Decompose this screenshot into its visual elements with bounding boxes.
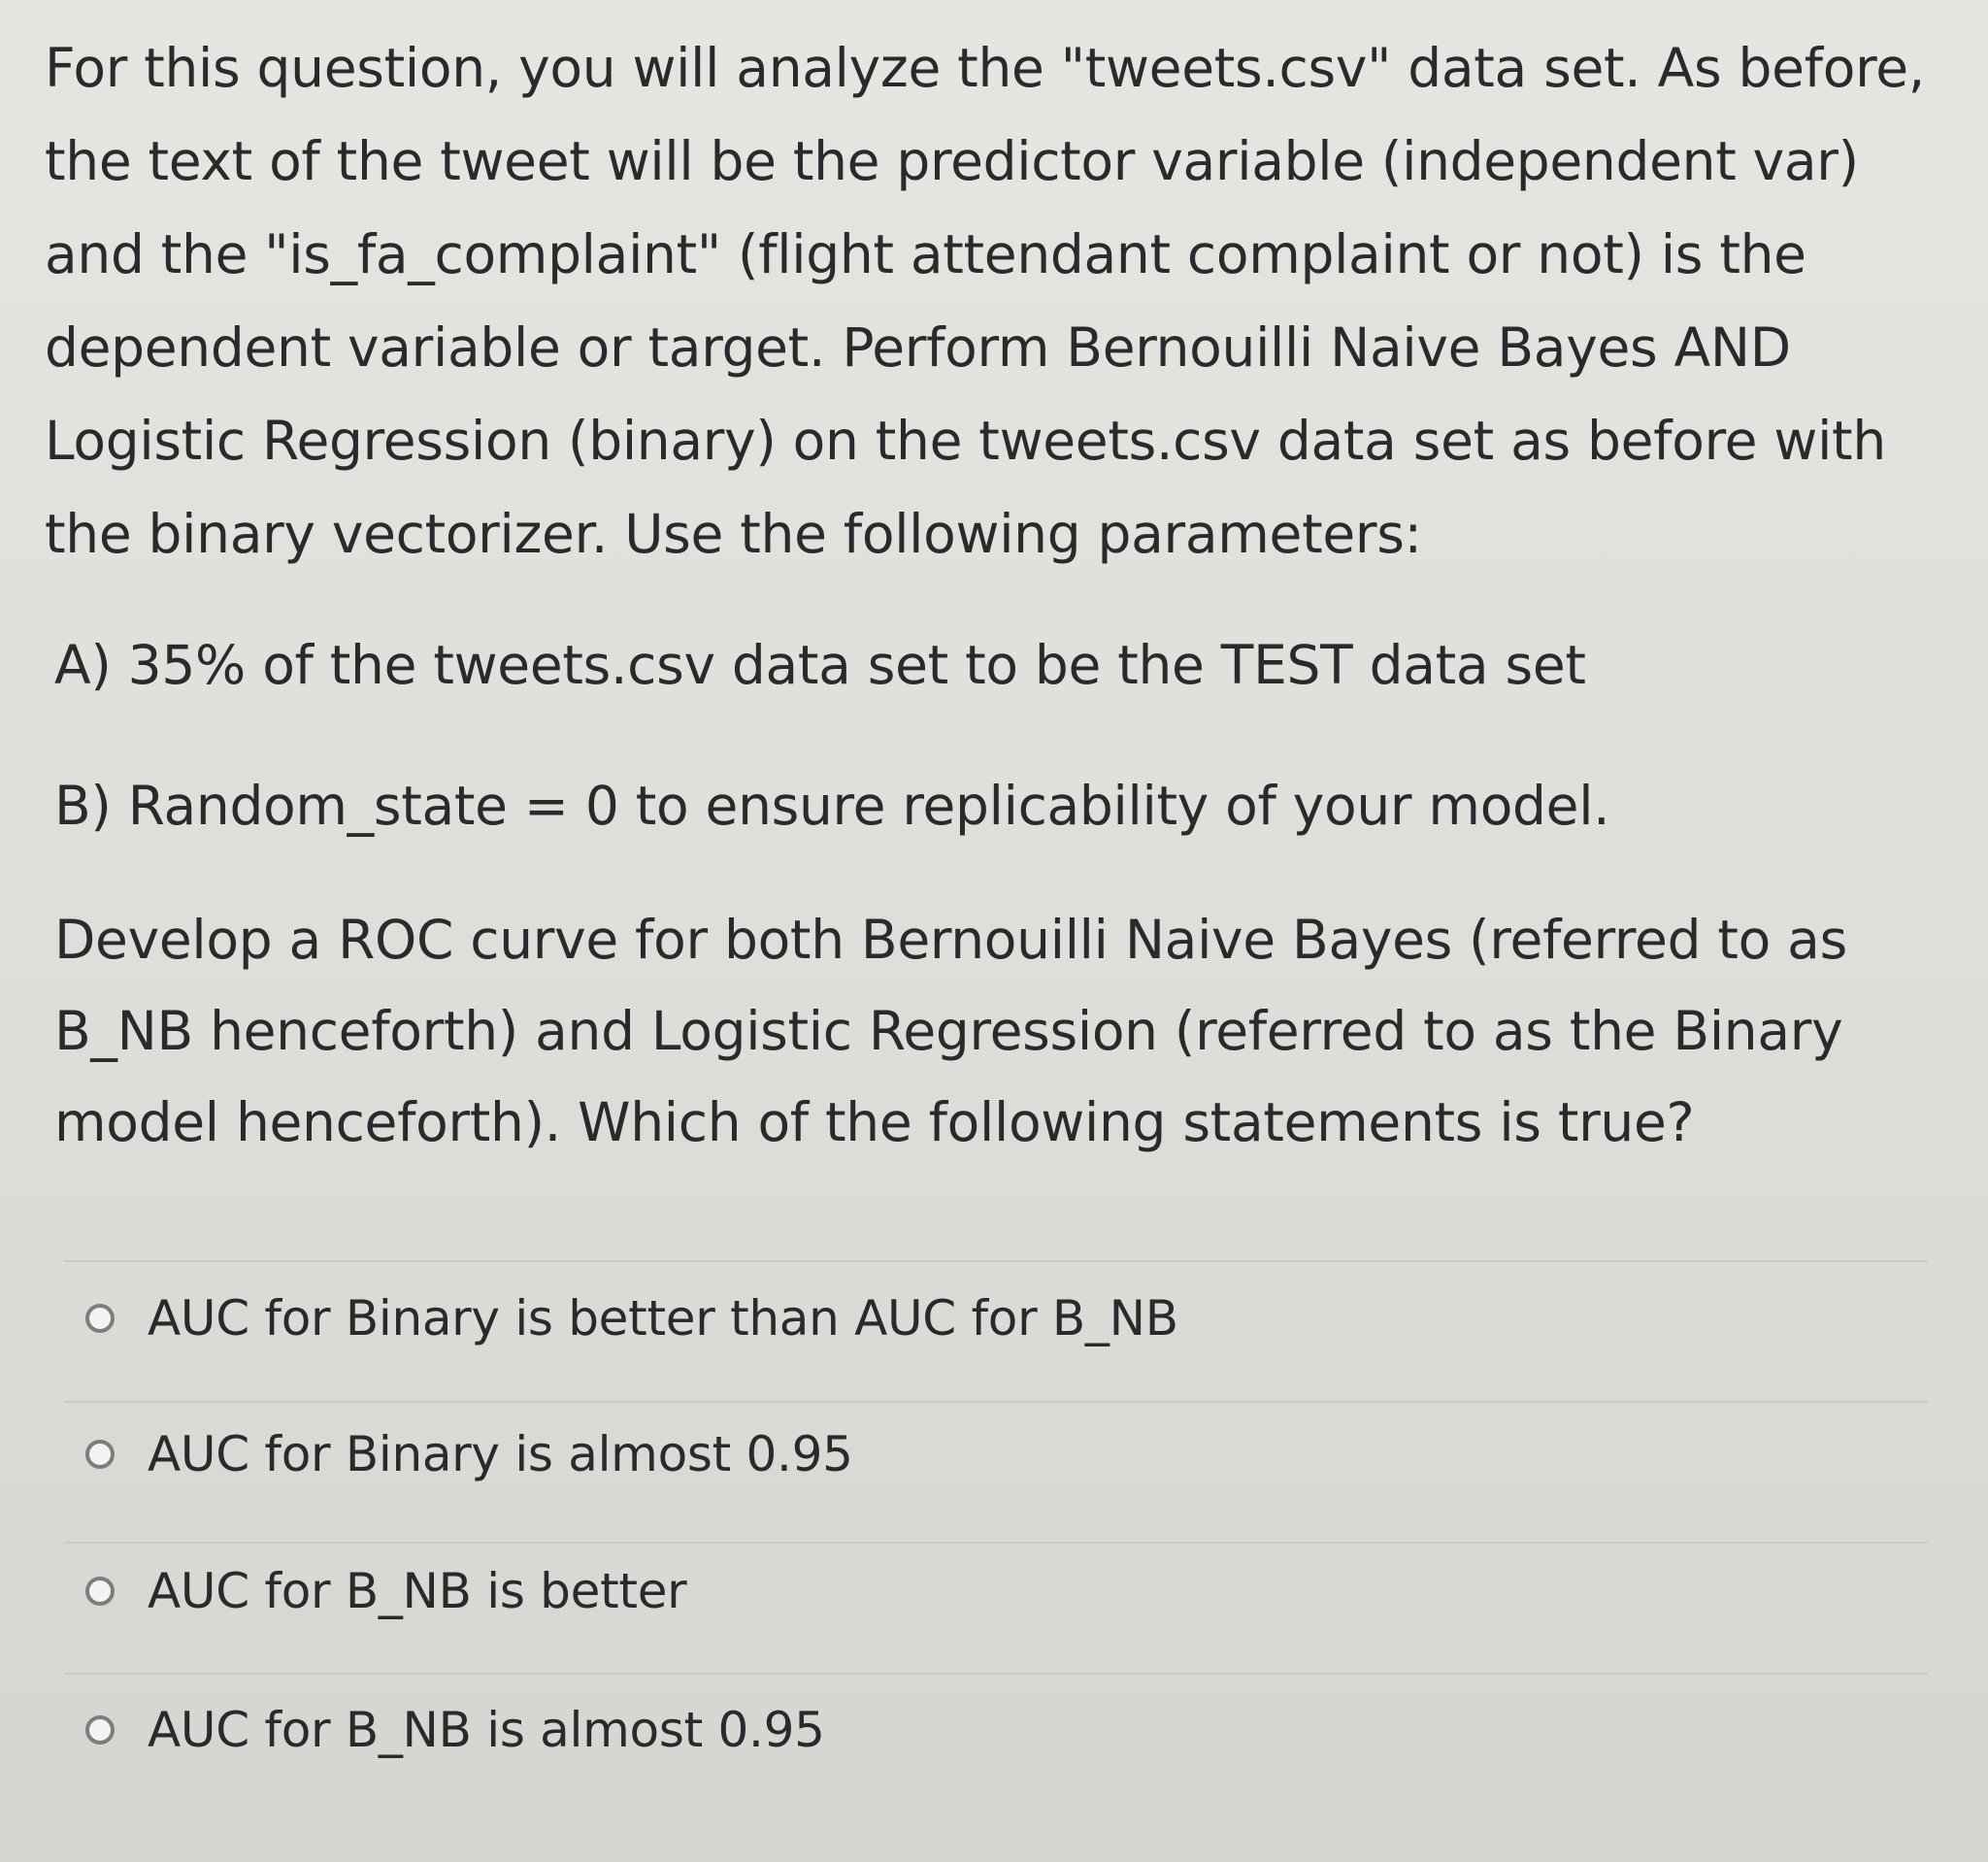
divider — [64, 1542, 1928, 1544]
question-line: For this question, you will analyze the "tweets.csv" data set. As before, — [45, 37, 1925, 99]
answer-option-2[interactable] — [85, 1415, 853, 1493]
answer-option-label: AUC for Binary is almost 0.95 — [148, 1426, 853, 1482]
question-prompt — [45, 21, 1976, 581]
divider — [64, 1401, 1928, 1403]
answer-option-label: AUC for B_NB is almost 0.95 — [148, 1702, 825, 1758]
radio-button-icon[interactable] — [85, 1440, 115, 1469]
answer-option-label: AUC for Binary is better than AUC for B_NB — [148, 1290, 1178, 1347]
radio-button-icon[interactable] — [85, 1304, 115, 1333]
answer-option-4[interactable] — [85, 1691, 825, 1769]
question-line: Logistic Regression (binary) on the tweets.csv data set as before with — [45, 410, 1886, 472]
question-line: and the "is_fa_complaint" (flight attendant complaint or not) is the — [45, 223, 1806, 285]
task-line: Develop a ROC curve for both Bernouilli Naive Bayes (referred to as — [54, 909, 1847, 971]
question-line: dependent variable or target. Perform Bernouilli Naive Bayes AND — [45, 316, 1791, 379]
radio-button-icon[interactable] — [85, 1577, 115, 1606]
answer-option-3[interactable] — [85, 1552, 686, 1630]
answer-option-1[interactable] — [85, 1280, 1178, 1357]
parameter-b: B) Random_state = 0 to ensure replicability of your model. — [54, 775, 1610, 837]
parameter-a: A) 35% of the tweets.csv data set to be the TEST data set — [54, 634, 1586, 696]
task-line: model henceforth). Which of the following statements is true? — [54, 1091, 1695, 1153]
task-line: B_NB henceforth) and Logistic Regression (referred to as the Binary — [54, 1000, 1843, 1062]
radio-button-icon[interactable] — [85, 1715, 115, 1745]
question-line: the text of the tweet will be the predictor variable (independent var) — [45, 130, 1859, 192]
divider — [64, 1673, 1928, 1675]
answer-option-label: AUC for B_NB is better — [148, 1563, 687, 1619]
divider — [64, 1260, 1928, 1262]
question-line: the binary vectorizer. Use the following parameters: — [45, 503, 1422, 565]
